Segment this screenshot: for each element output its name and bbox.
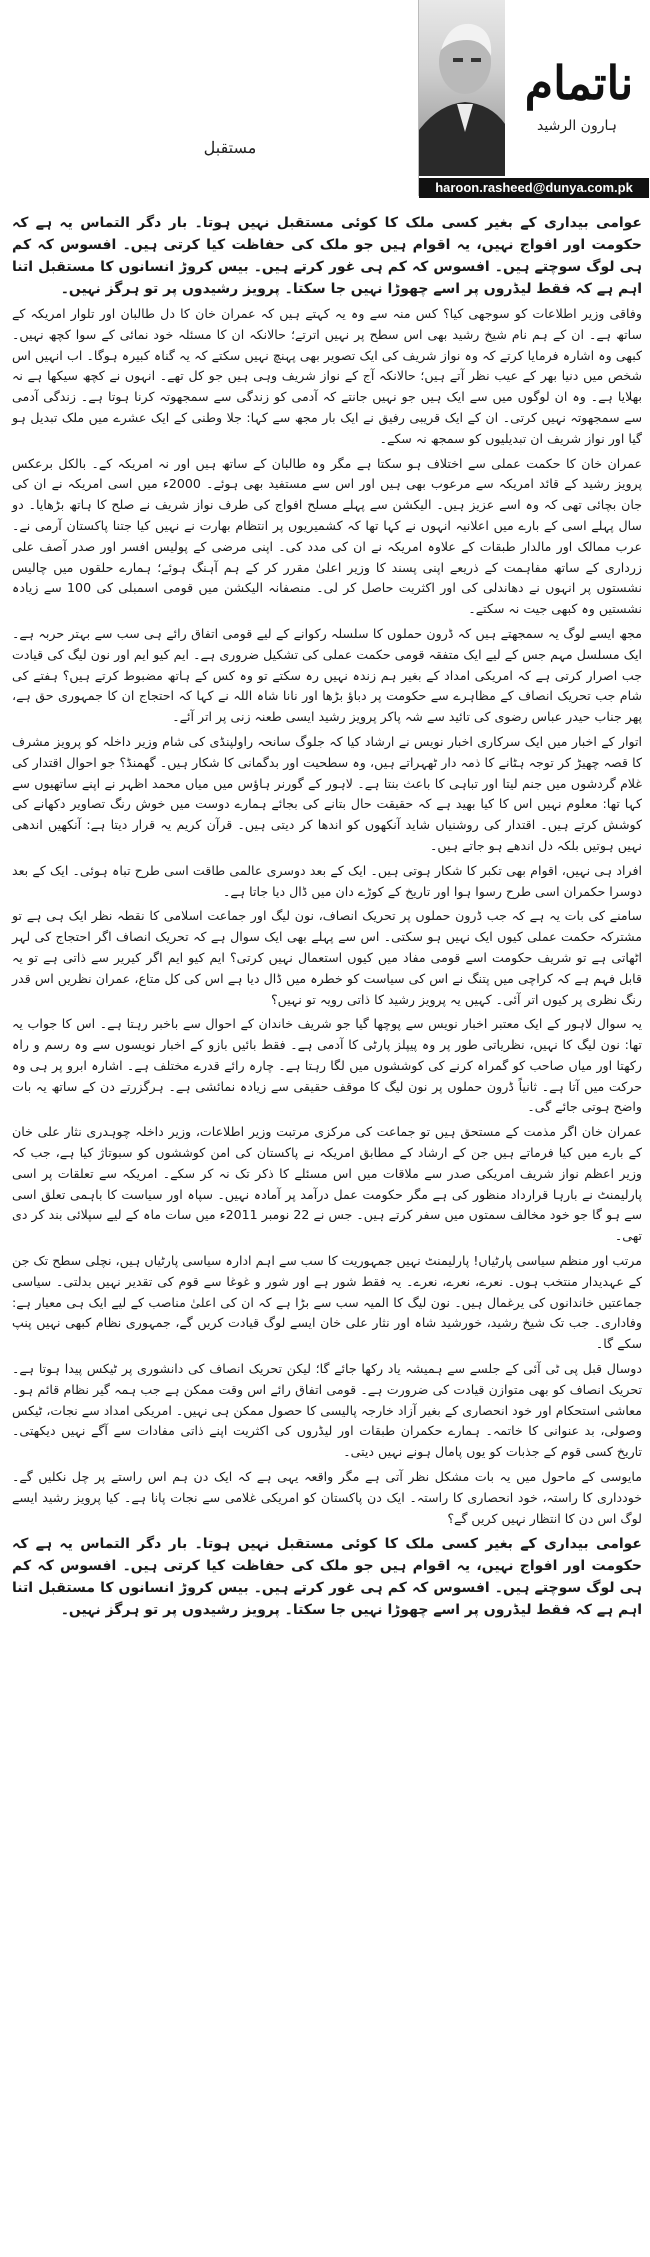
author-portrait-icon [419,0,505,176]
paragraph: مرتب اور منظم سیاسی پارٹیاں! پارلیمنٹ نہیں جمہوریت کا سب سے اہم ادارہ سیاسی پارٹیاں ہیں، نچلی سطح تک جن کے عہدیدار منتخب ہوں۔ نعرے، نعرے، نعرے۔ یہ فقط شور ہے اور شور و غوغا سے قوم کی تقدیر نہیں بدلتی۔ سیاسی جماعتیں خاندانوں کی یرغمال ہیں۔ نون لیگ کا المیہ سب سے بڑا ہے کہ ان کی اعلیٰ مناصب کے لیے ایک ہی معیار ہے: وفاداری۔ جب تک شیخ رشید، خورشید شاہ اور نثار علی خان ایسے لوگ قیادت کریں گے، جمہوری نظام کبھی نہیں پنپ سکے گا۔ [12,1253,642,1352]
byline-box [418,0,649,196]
column-name: ناتمام [524,56,634,110]
paragraph: عمران خان اگر مذمت کے مستحق ہیں تو جماعت کی مرکزی مرتبت وزیر اطلاعات، وزیر داخلہ چوہدری نثار علی خان کے بارے میں کیا فرماتے ہیں جن کے ارشاد کے مطابق امریکہ نے پاکستان کی امن کوششوں کو سبوتاژ کیا ہے، جب کہ وزیر اعظم نواز شریف امریکی صدر سے ملاقات میں اس مسئلے کا ذکر تک نہ کر سکے۔ امریکہ سے تعلقات پر اسی پارلیمنٹ نے بارہا قرارداد منظور کی ہے مگر حکومت عمل درآمد پر آمادہ نہیں۔ سپاہ اور سیاست کا باہمی تعلق اسی سے ہو گا جو خود مخالف سمتوں میں سفر کرتے ہیں۔ جس نے 22 نومبر 2011ء میں سات ماہ کے لیے سپلائی بند کر دی تھی۔ [12,1124,642,1244]
paragraph: مایوسی کے ماحول میں یہ بات مشکل نظر آتی ہے مگر واقعہ یہی ہے کہ ایک دن ہم اس راستے پر چل نکلیں گے۔ خودداری کا راستہ، خود انحصاری کا راستہ۔ ایک دن پاکستان کو امریکی غلامی سے نجات پانا ہے۔ کیا پرویز رشید ایسے لوگ اس دن کا انتظار نہیں کریں گے؟ [12,1469,642,1526]
author-email[interactable]: haroon.rasheed@dunya.com.pk [419,178,649,198]
paragraph: وفاقی وزیر اطلاعات کو سوجھی کیا؟ کس منہ سے وہ یہ کہتے ہیں کہ عمران خان کا دل طالبان اور تلوار امریکہ کے ساتھ ہے۔ ان کے ہم نام شیخ رشید بھی اس سطح پر نہیں اترتے؛ حالانکہ ان کا مسئلہ خود نمائی کے سوا کچھ نہیں۔ کبھی وہ اشارہ فرمایا کرتے کہ وہ نواز شریف کی ایک تصویر بھی پہنچ نہیں سکتے کہ یہ گناہ کبیرہ ہوگا۔ اب انہیں اس شخص میں دنیا بھر کے عیب نظر آتے ہیں؛ حالانکہ آج کے نواز شریف وہی ہیں جو کل تھے۔ انہوں نے کچھ سیکھا ہے نہ بھلایا ہے۔ وہ ان لوگوں میں سے ایک ہیں جو نہیں جانتے کہ آدمی کو زندگی سے سمجھوتہ کرنا ہوتا ہے۔ زندگی آدمی سے سمجھوتہ نہیں کرتی۔ ان کے ایک قریبی رفیق نے ایک بار مجھ سے کہا: جلا وطنی کے ایک عشرے میں ملک تبدیل ہو گیا اور نواز شریف ان تبدیلیوں کو سمجھ نہ سکے۔ [12,306,642,446]
closing-paragraph: عوامی بیداری کے بغیر کسی ملک کا کوئی مستقبل نہیں ہوتا۔ بار دگر التماس یہ ہے کہ حکومت اور افواج نہیں، یہ اقوام ہیں جو ملک کی حفاظت کیا کرتی ہیں۔ افسوس کہ کم ہی لوگ سوچتے ہیں۔ افسوس کہ کم ہی غور کرتے ہیں۔ بیس کروڑ انسانوں کا مستقبل اتنا اہم ہے کہ فقط لیڈروں پر اسے چھوڑا نہیں جا سکتا۔ پرویز رشیدوں پر تو ہرگز نہیں۔ [12,1536,642,1619]
paragraph: عمران خان کا حکمت عملی سے اختلاف ہو سکتا ہے مگر وہ طالبان کے ساتھ ہیں اور نہ امریکہ کے۔ بالکل برعکس پرویز رشید کے قائد امریکہ سے مرعوب بھی ہیں اور اس سے مستفید بھی ہوئے۔ 2000ء میں اسی امریکہ نے ان کی جان بچائی تھی کہ وہ اسے عزیز ہیں۔ الیکشن سے پہلے مسلح افواج کی طرف نواز شریف نے صلح کا ہاتھ بڑھایا۔ دو سال پہلے اسی کے بارے میں اعلانیہ انہوں نے کہا تھا کہ کشمیریوں پر انتظام بھارت نے نہیں کیا جتنا پاکستان آرمی نے۔ عرب ممالک اور مالدار طبقات کے علاوہ امریکہ نے ان کی مدد کی۔ اپنی مرضی کے پولیس افسر اور صدر آصف علی زرداری کے ساتھ مفاہمت کے ذریعے اپنی پسند کا وزیر اعلیٰ مقرر کر کے ہم آہنگ ہوئے؛ ہمارے حلقوں میں چالیس نشستوں پر انہوں نے دھاندلی کی اور اکثریت حاصل کر لی۔ منصفانہ الیکشن میں قومی اسمبلی کی 100 سے زیادہ نشستیں وہ کبھی جیت نہ سکتے۔ [12,455,642,617]
paragraph: مجھ ایسے لوگ یہ سمجھتے ہیں کہ ڈرون حملوں کا سلسلہ رکوانے کے لیے قومی اتفاق رائے ہی سب سے بہتر حربہ ہے۔ ایک مسلسل مہم جس کے لیے ایک متفقہ قومی حکمت عملی کی تشکیل ضروری ہے۔ ایم کیو ایم اور نون لیگ کی قیادت جب اصرار کرتی ہے کہ امریکی امداد کے بغیر ہم زندہ نہیں رہ سکتے تو وہ کس کے ہاتھ مضبوط کرتے ہیں؟ ہفتے کی شام جب تحریک انصاف کے مظاہرے سے حکومت پر دباؤ بڑھا اور نانا شاہ اللہ نے کہا کہ احتجاج ان کا جمہوری حق ہے، پھر جناب حیدر عباس رضوی کی تائید سے شہ پاکر پرویز رشید ایسی طعنہ زنی پر اتر آئے۔ [12,625,642,725]
author-name: ہارون الرشید [537,118,617,134]
lead-paragraph: عوامی بیداری کے بغیر کسی ملک کا کوئی مستقبل نہیں ہوتا۔ بار دگر التماس یہ ہے کہ حکومت اور افواج نہیں، یہ اقوام ہیں جو ملک کی حفاظت کیا کرتی ہیں۔ افسوس کہ کم ہی لوگ سوچتے ہیں۔ افسوس کہ کم ہی غور کرتے ہیں۔ بیس کروڑ انسانوں کا مستقبل اتنا اہم ہے کہ فقط لیڈروں پر اسے چھوڑا نہیں جا سکتا۔ پرویز رشیدوں پر تو ہرگز نہیں۔ [12,215,642,297]
column-header [0,0,650,200]
paragraph: افراد ہی نہیں، اقوام بھی تکبر کا شکار ہوتی ہیں۔ ایک کے بعد دوسری عالمی طاقت اسی طرح تباہ ہوئی۔ ایک کے بعد دوسرا حکمران اسی طرح رسوا ہوا اور تاریخ کے کوڑے دان میں ڈال دیا جاتا ہے۔ [12,862,642,899]
paragraph: سامنے کی بات یہ ہے کہ جب ڈرون حملوں پر تحریک انصاف، نون لیگ اور جماعت اسلامی کا نقطہ نظر ایک ہی ہے تو مشترکہ حکمت عملی کیوں ایک نہیں ہو سکتی۔ اس سے پہلے بھی ایک سوال ہے کہ تحریک انصاف اگر احتجاج کی لہر اٹھاتی ہے تو شریف حکومت اسے قومی مفاد میں کیوں استعمال نہیں کرتی؟ ایم کیو ایم اگر کیریر سے ذاتی ہے تو یہ قابل فہم ہے کہ کراچی میں پتنگ نے اس کی سیاست کو خطرہ میں ڈال دیا ہے اس کی کل متاع، عمران نظریں اس قدر رنگ نظری پر کیوں اتر آئی۔ کہیں یہ پرویز رشید کا ذاتی رویہ تو نہیں؟ [12,908,642,1007]
article-body [12,212,642,1625]
article-title: مستقبل [203,138,257,157]
author-photo [419,0,505,176]
paragraph: یہ سوال لاہور کے ایک معتبر اخبار نویس سے پوچھا گیا جو شریف خاندان کے احوال سے باخبر رہتا ہے۔ اس کا جواب یہ تھا: نون لیگ کا نہیں، نظریاتی طور پر وہ پیپلز پارٹی کا آدمی ہے۔ فقط بائیں بازو کے اخبار نویسوں سے وہ رسم و راہ رکھتا اور میاں صاحب کو گمراہ کرنے کی کوششوں میں لگا رہتا ہے۔ چارہ رائے قدرے مختلف ہے۔ اشارہ ابرو پر ہی وہ حرکت میں آتا ہے۔ ثانیاً ڈرون حملوں پر نون لیگ کا موقف حقیقی سے زیادہ نمائشی ہے۔ ہرگزرتے دن کے ساتھ یہ بات واضح ہوتی جائے گی۔ [12,1016,642,1115]
paragraph: اتوار کے اخبار میں ایک سرکاری اخبار نویس نے ارشاد کیا کہ جلوگ سانحہ راولپنڈی کی شام وزیر داخلہ کو پرویز مشرف کا قصہ چھیڑ کر توجہ ہٹانے کا ذمہ دار ٹھہراتے ہیں، وہ سطحیت اور بدگمانی کا شکار ہیں۔ گھمنڈ؟ جو احوال اقتدار کی غلام گردشوں میں جنم لیتا اور تباہی کا باعث بنتا ہے۔ لاہور کے گورنر ہاؤس میں میاں محمد اظہر نے اپنے ساتھیوں سے کہا تھا: معلوم نہیں اس کا کیا بھید ہے کہ حقیقت حال بتانے کی بجائے ہمارے دوست میں خوش رنگ تصاویر دکھانے کی کوشش کرتے ہیں۔ اقتدار کی روشنیاں شاید آنکھوں کو اندھا کر دیتی ہیں۔ قرآن کریم یہ قرار دیتا ہے: آنکھیں اندھی نہیں ہوتیں بلکہ دل اندھے ہو جاتے ہیں۔ [12,733,642,853]
paragraph: دوسال قبل پی ٹی آئی کے جلسے سے ہمیشہ یاد رکھا جائے گا؛ لیکن تحریک انصاف کی دانشوری پر ٹیکس پیدا ہوتا ہے۔ تحریک انصاف کو بھی متوازن قیادت کی ضرورت ہے۔ قومی اتفاق رائے اس وقت ممکن ہے جب ہمہ گیر نظام قائم ہو۔ معاشی استحکام اور خود انحصاری کے بغیر آزاد خارجہ پالیسی کا حصول ممکن ہی نہیں۔ امریکی امداد سے نجات، ٹیکس وصولی، بد عنوانی کا خاتمہ۔ ہمارے حکمران طبقات اور لیڈروں کی اکثریت اپنے ذاتی مفادات سے آگے نہیں دیکھتی۔ تاریخ کسی قوم کے جذبات کو یوں پامال ہونے نہیں دیتی۔ [12,1361,642,1460]
